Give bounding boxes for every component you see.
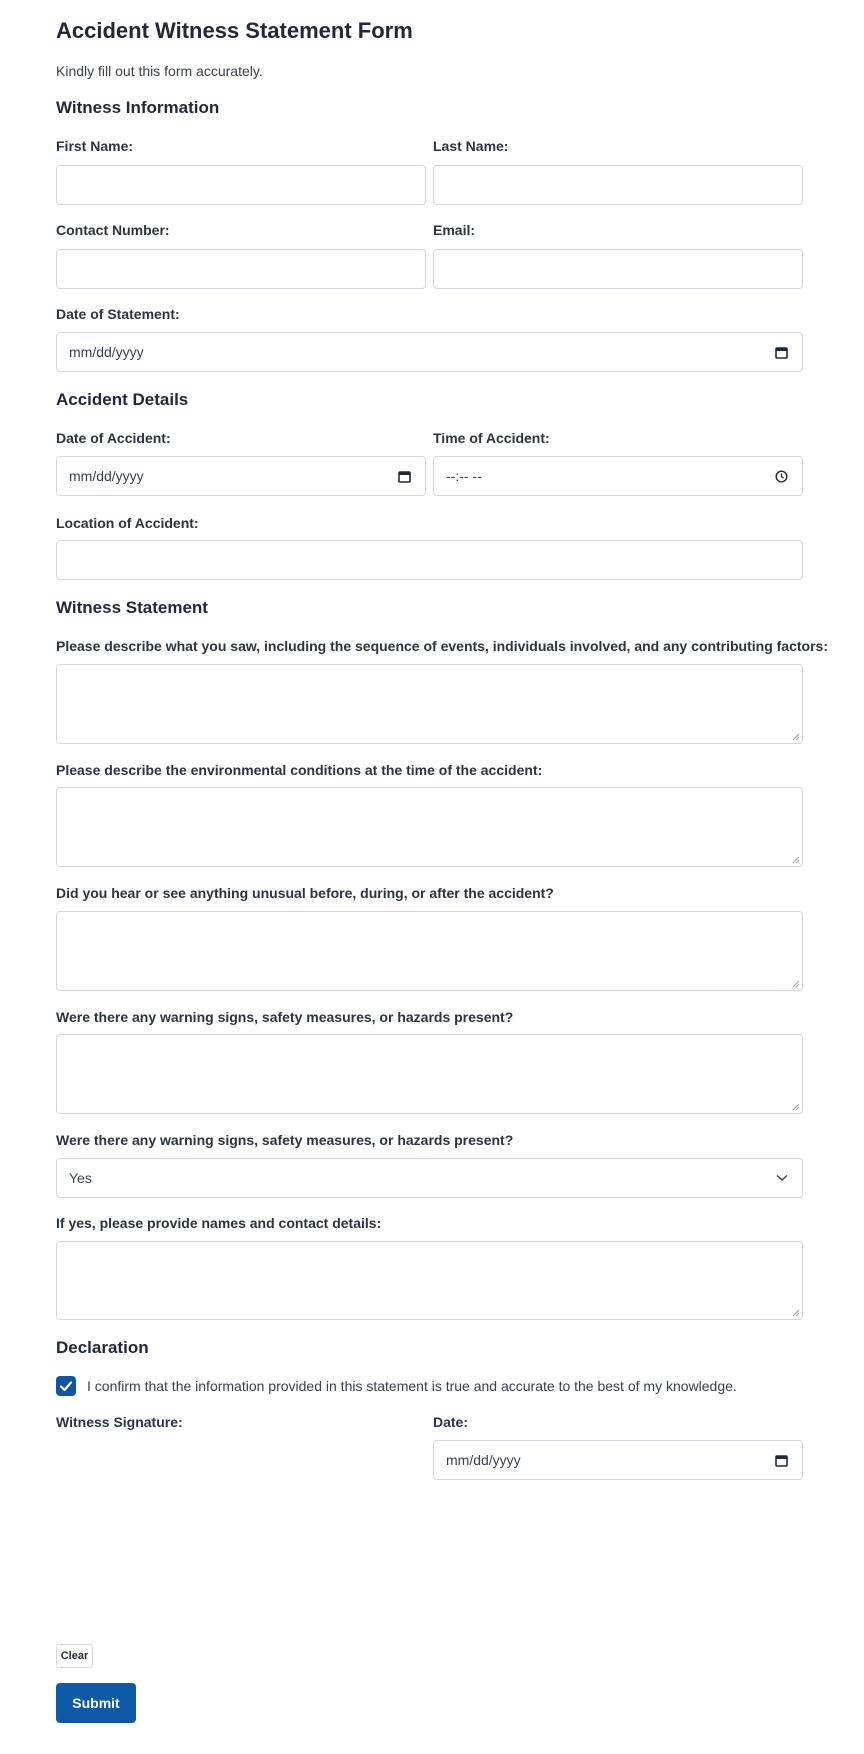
location-input[interactable]: [56, 540, 803, 580]
last-name-input[interactable]: [433, 165, 803, 205]
accident-date-placeholder: mm/dd/yyyy: [69, 468, 144, 484]
email-label: Email:: [433, 222, 476, 238]
page-subtitle: Kindly fill out this form accurately.: [56, 63, 263, 79]
accident-date-label: Date of Accident:: [56, 430, 171, 446]
calendar-icon[interactable]: [775, 346, 788, 359]
q2-textarea[interactable]: [56, 787, 803, 867]
q1-label: Please describe what you saw, including the sequence of events, individuals involved, and any contributing factors:: [56, 638, 828, 654]
declaration-date-label: Date:: [433, 1414, 469, 1430]
q6-textarea[interactable]: [56, 1241, 803, 1320]
q5-select[interactable]: [56, 1158, 803, 1198]
q3-textarea[interactable]: [56, 911, 803, 991]
q5-selected-value: Yes: [69, 1170, 92, 1186]
first-name-label: First Name:: [56, 138, 134, 154]
section-witness-statement: Witness Statement: [56, 598, 208, 617]
resize-grip-icon[interactable]: [792, 1309, 800, 1317]
accident-time-placeholder: --:-- --: [446, 468, 482, 484]
statement-date-label: Date of Statement:: [56, 306, 180, 322]
first-name-input[interactable]: [56, 165, 426, 205]
accident-time-label: Time of Accident:: [433, 430, 550, 446]
resize-grip-icon[interactable]: [792, 1103, 800, 1111]
last-name-label: Last Name:: [433, 138, 509, 154]
declaration-date-input[interactable]: [433, 1440, 803, 1480]
q2-label: Please describe the environmental conditions at the time of the accident:: [56, 762, 543, 778]
calendar-icon[interactable]: [398, 470, 411, 483]
submit-button[interactable]: Submit: [56, 1683, 136, 1723]
q4-textarea[interactable]: [56, 1034, 803, 1114]
witness-signature-label: Witness Signature:: [56, 1414, 183, 1430]
signature-pad[interactable]: [56, 1440, 426, 1620]
q1-textarea[interactable]: [56, 664, 803, 744]
confirm-checkbox[interactable]: [56, 1376, 76, 1396]
chevron-down-icon: [776, 1174, 788, 1182]
check-icon: [59, 1380, 73, 1392]
contact-number-input[interactable]: [56, 249, 426, 289]
page-title: Accident Witness Statement Form: [56, 18, 413, 43]
resize-grip-icon[interactable]: [792, 733, 800, 741]
accident-date-input[interactable]: [56, 456, 426, 496]
statement-date-input[interactable]: [56, 332, 803, 372]
section-declaration: Declaration: [56, 1338, 149, 1357]
email-input[interactable]: [433, 249, 803, 289]
statement-date-placeholder: mm/dd/yyyy: [69, 344, 144, 360]
declaration-date-placeholder: mm/dd/yyyy: [446, 1452, 521, 1468]
contact-number-label: Contact Number:: [56, 222, 170, 238]
clear-signature-button[interactable]: Clear: [56, 1644, 93, 1668]
q3-label: Did you hear or see anything unusual before, during, or after the accident?: [56, 885, 554, 901]
resize-grip-icon[interactable]: [792, 856, 800, 864]
location-label: Location of Accident:: [56, 515, 199, 531]
section-witness-information: Witness Information: [56, 98, 220, 117]
resize-grip-icon[interactable]: [792, 980, 800, 988]
confirm-text: I confirm that the information provided in this statement is true and accurate to the best of my knowledge.: [87, 1378, 737, 1394]
calendar-icon[interactable]: [775, 1454, 788, 1467]
q5-label: Were there any warning signs, safety measures, or hazards present?: [56, 1132, 514, 1148]
q6-label: If yes, please provide names and contact details:: [56, 1215, 382, 1231]
q4-label: Were there any warning signs, safety measures, or hazards present?: [56, 1009, 514, 1025]
section-accident-details: Accident Details: [56, 390, 189, 409]
accident-time-input[interactable]: [433, 456, 803, 496]
clock-icon[interactable]: [775, 470, 788, 483]
